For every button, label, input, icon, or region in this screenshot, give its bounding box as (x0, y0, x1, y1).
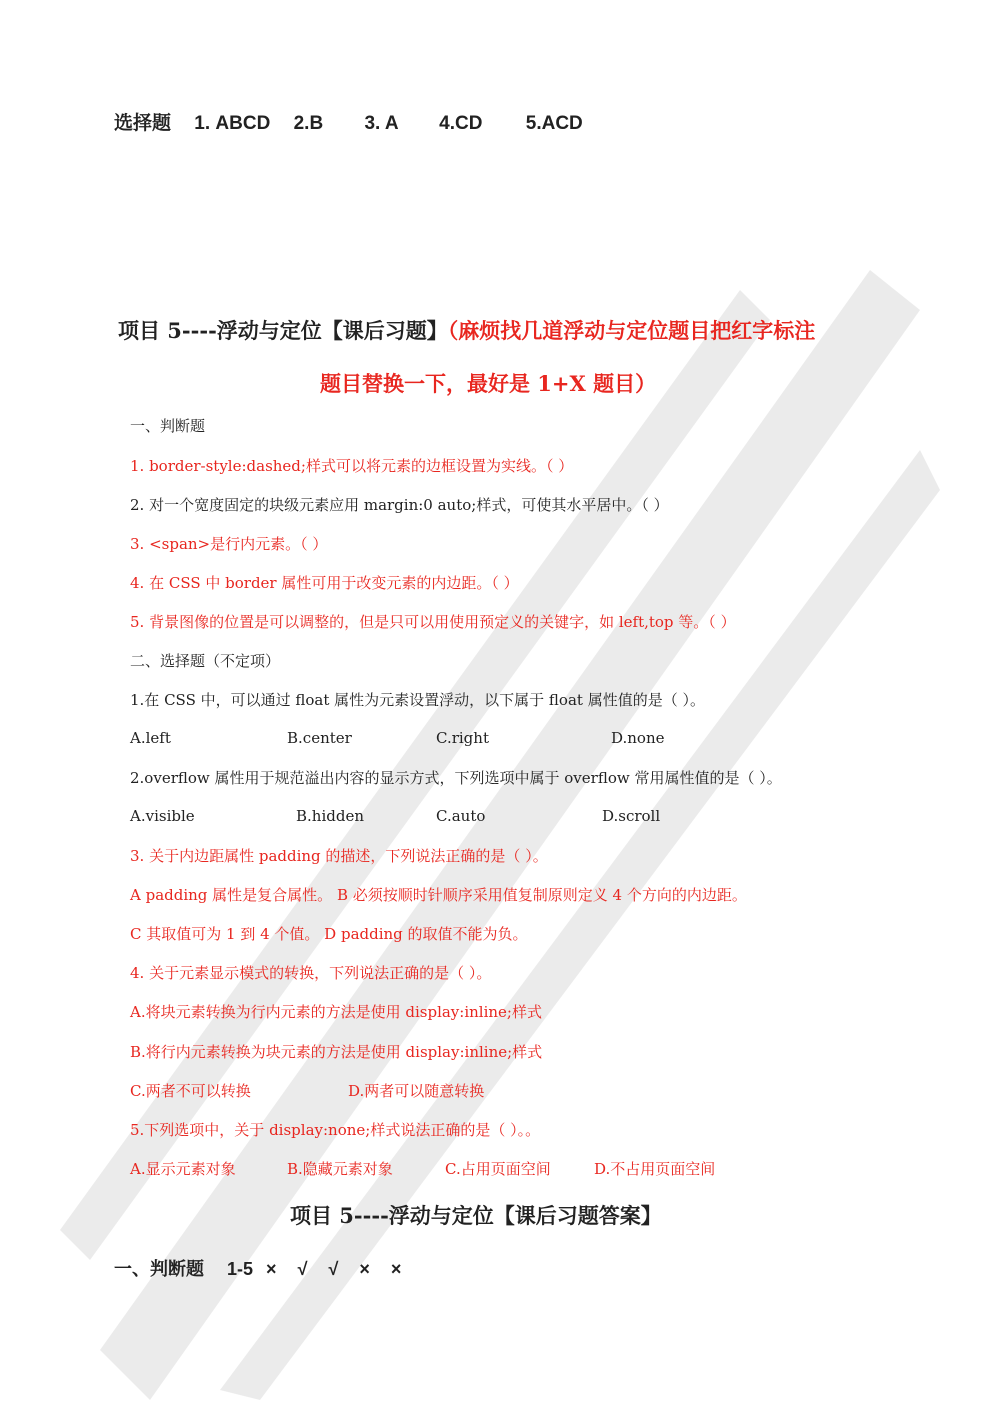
answer-mark-5: × (390, 1259, 402, 1279)
choice-q1: 1.在 CSS 中，可以通过 float 属性为元素设置浮动，以下属于 float 属性值的是（ ）。 (130, 691, 705, 709)
answer-heading: 项目 5----浮动与定位【课后习题答案】 (290, 1203, 662, 1228)
answer-mark-4: × (359, 1259, 370, 1279)
q4-option-b: B.将行内元素转换为块元素的方法是使用 display:inline;样式 (130, 1043, 543, 1061)
answer-mark-2: √ (297, 1259, 308, 1279)
q2-option-b: B.hidden (296, 807, 364, 825)
q2-option-d: D.scroll (602, 807, 661, 825)
judge-item-3: 3. <span>是行内元素。（ ） (130, 535, 328, 553)
top-answer-1: 1. ABCD (194, 113, 271, 134)
q5-option-b: B.隐藏元素对象 (287, 1160, 393, 1178)
q3-options-ab: A padding 属性是复合属性。 B 必须按顺时针顺序采用值复制原则定义 4 个方向的内边距。 (130, 886, 747, 904)
heading-red-line1: （麻烦找几道浮动与定位题目把红字标注 (447, 318, 816, 343)
judge-item-2: 2. 对一个宽度固定的块级元素应用 margin:0 auto;样式，可使其水平居中。（ ） (130, 496, 669, 514)
heading-black: 项目 5----浮动与定位【课后习题】 (118, 318, 448, 343)
q1-option-a: A.left (130, 729, 171, 747)
q1-option-d: D.none (611, 729, 665, 747)
judge-item-1: 1. border-style:dashed;样式可以将元素的边框设置为实线。（ ） (130, 457, 574, 475)
answer-mark-3: √ (328, 1259, 339, 1279)
heading-red-line2: 题目替换一下，最好是 1+X 题目） (320, 371, 657, 396)
q2-option-a: A.visible (130, 807, 195, 825)
answer-judge-range: 1-5 (227, 1259, 254, 1279)
answer-judge-row (114, 1255, 401, 1281)
choice-q4: 4. 关于元素显示模式的转换，下列说法正确的是（ ）。 (130, 964, 492, 982)
answer-mark-1: × (266, 1259, 277, 1279)
top-answer-2: 2.B (293, 113, 324, 134)
choice-q3: 3. 关于内边距属性 padding 的描述，下列说法正确的是（ ）。 (130, 847, 548, 865)
q3-options-cd: C 其取值可为 1 到 4 个值。 D padding 的取值不能为负。 (130, 925, 528, 943)
q1-option-b: B.center (287, 729, 352, 747)
judge-item-4: 4. 在 CSS 中 border 属性可用于改变元素的内边距。（ ） (130, 574, 519, 592)
top-answers-label: 选择题 (114, 113, 172, 134)
choice-q5: 5.下列选项中，关于 display:none;样式说法正确的是（ ）。。 (130, 1121, 541, 1139)
top-answer-5: 5.ACD (525, 113, 583, 134)
q1-option-c: C.right (436, 729, 489, 747)
q4-option-a: A.将块元素转换为行内元素的方法是使用 display:inline;样式 (130, 1003, 542, 1021)
choice-q2: 2.overflow 属性用于规范溢出内容的显示方式，下列选项中属于 overflow 常用属性值的是（ ）。 (130, 769, 782, 787)
q5-option-a: A.显示元素对象 (130, 1160, 236, 1178)
section2-title: 二、选择题（不定项） (130, 652, 281, 670)
page-heading (118, 315, 815, 345)
q4-option-d: D.两者可以随意转换 (348, 1082, 485, 1100)
top-answer-3: 3. A (364, 113, 398, 134)
judge-item-5: 5. 背景图像的位置是可以调整的，但是只可以用使用预定义的关键字，如 left,top 等。（ ） (130, 613, 736, 631)
q2-option-c: C.auto (436, 807, 486, 825)
top-answers-row (114, 108, 583, 135)
q4-option-c: C.两者不可以转换 (130, 1082, 251, 1100)
section1-title: 一、判断题 (130, 417, 206, 435)
answer-judge-label: 一、判断题 (114, 1259, 204, 1279)
top-answer-4: 4.CD (439, 113, 483, 134)
q5-option-c: C.占用页面空间 (445, 1160, 551, 1178)
q5-option-d: D.不占用页面空间 (594, 1160, 716, 1178)
